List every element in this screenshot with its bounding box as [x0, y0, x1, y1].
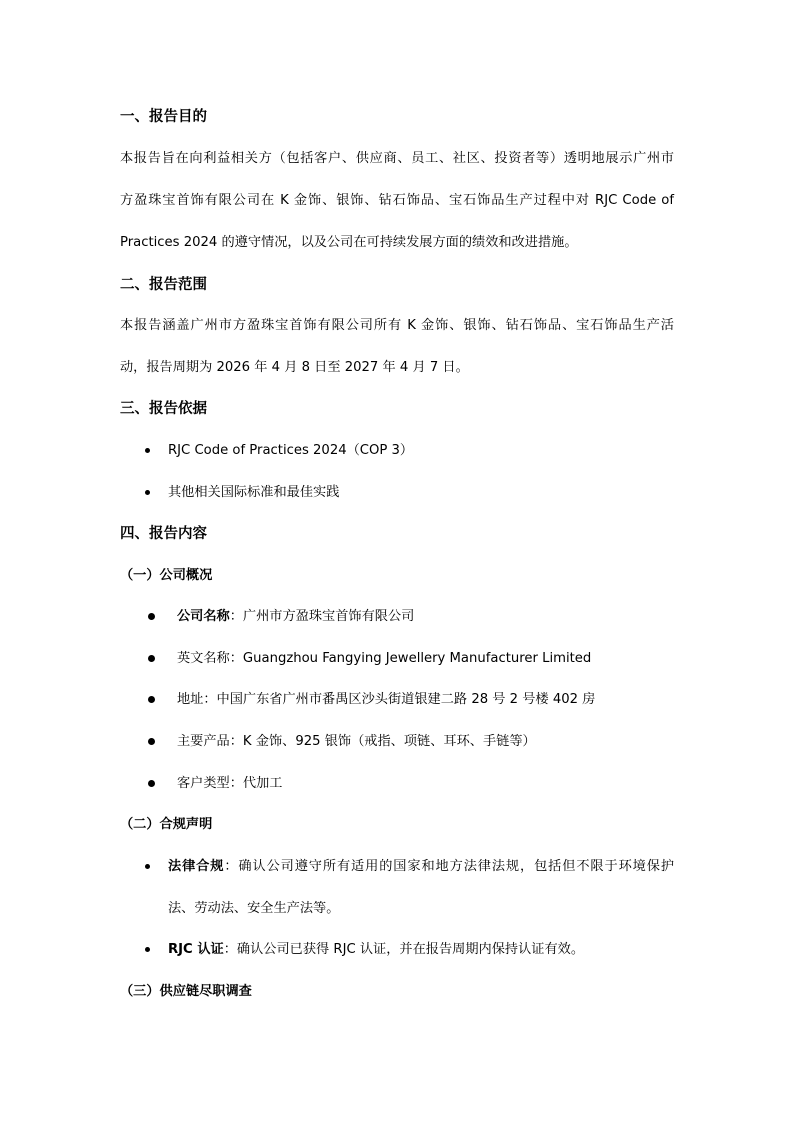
- item-text: ：确认公司已获得 RJC 认证，并在报告周期内保持认证有效。: [223, 942, 585, 957]
- list-item-continuation: 法、劳动法、安全生产法等。: [168, 901, 340, 916]
- list-item: [177, 608, 414, 626]
- bullet-icon: [148, 655, 155, 662]
- list-item: RJC Code of Practices 2024（COP 3）: [168, 443, 414, 458]
- bullet-icon: [148, 613, 155, 620]
- bullet-icon: [148, 738, 155, 745]
- paragraph-line: Practices 2024 的遵守情况，以及公司在可持续发展方面的绩效和改进措施。: [120, 235, 578, 250]
- bullet-icon: [148, 780, 155, 787]
- bullet-icon: [145, 864, 150, 869]
- paragraph-line: 方盈珠宝首饰有限公司在 K 金饰、银饰、钻石饰品、宝石饰品生产过程中对 RJC Code of: [120, 193, 674, 208]
- item-value: ：广州市方盈珠宝首饰有限公司: [229, 609, 415, 624]
- section-heading-scope: 二、报告范围: [120, 277, 207, 293]
- item-text: ：确认公司遵守所有适用的国家和地方法律法规，包括但不限于环境保护: [224, 859, 675, 874]
- list-item: [168, 858, 674, 876]
- section-heading-purpose: 一、报告目的: [120, 109, 207, 125]
- subsection-heading-compliance: （二）合规声明: [120, 817, 213, 832]
- section-heading-basis: 三、报告依据: [120, 401, 207, 417]
- bullet-icon: [145, 448, 150, 453]
- subsection-heading-supply-chain: （三）供应链尽职调查: [120, 984, 252, 999]
- list-item: 地址：中国广东省广州市番禺区沙头街道银建二路 28 号 2 号楼 402 房: [177, 692, 596, 707]
- bullet-icon: [145, 947, 150, 952]
- list-item: [168, 941, 584, 959]
- item-label: 公司名称: [177, 609, 230, 624]
- bullet-icon: [148, 696, 155, 703]
- item-label: RJC 认证: [168, 942, 224, 957]
- subsection-heading-overview: （一）公司概况: [120, 568, 213, 583]
- item-label: 法律合规: [168, 859, 225, 874]
- paragraph-line: 动，报告周期为 2026 年 4 月 8 日至 2027 年 4 月 7 日。: [120, 360, 469, 375]
- list-item: 英文名称：Guangzhou Fangying Jewellery Manufacturer Limited: [177, 651, 592, 666]
- paragraph-line: 本报告涵盖广州市方盈珠宝首饰有限公司所有 K 金饰、银饰、钻石饰品、宝石饰品生产活: [120, 318, 674, 333]
- bullet-icon: [145, 490, 150, 495]
- list-item: 主要产品：K 金饰、925 银饰（戒指、项链、耳环、手链等）: [177, 734, 536, 749]
- list-item: 其他相关国际标准和最佳实践: [168, 485, 340, 500]
- paragraph-line: 本报告旨在向利益相关方（包括客户、供应商、员工、社区、投资者等）透明地展示广州市: [120, 151, 674, 166]
- section-heading-content: 四、报告内容: [120, 526, 207, 542]
- list-item: 客户类型：代加工: [177, 776, 283, 791]
